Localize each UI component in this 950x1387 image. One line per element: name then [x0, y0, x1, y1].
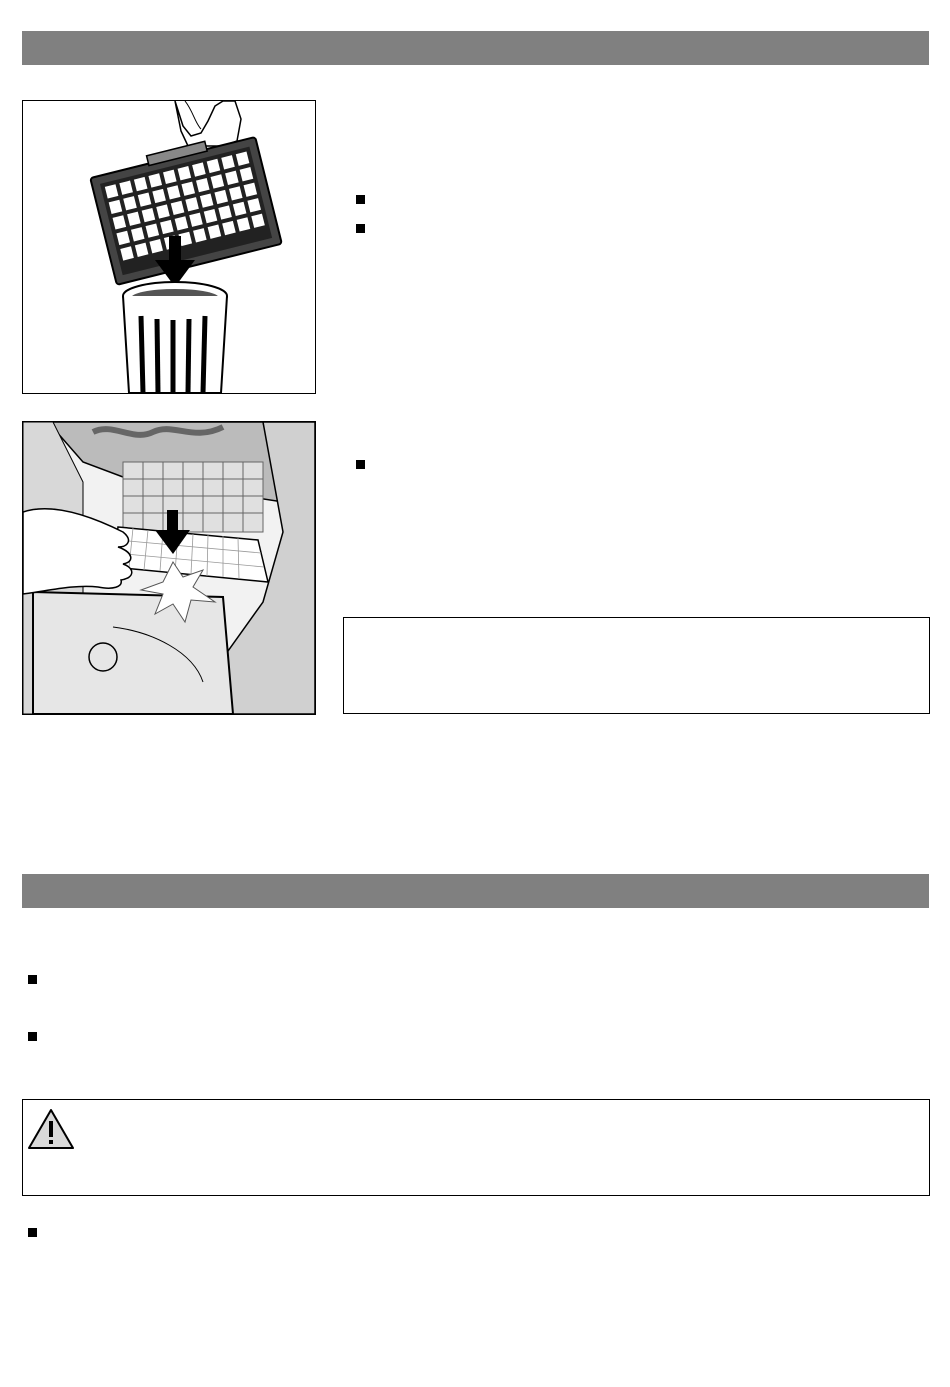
- section-header-bar-2: [22, 874, 929, 908]
- warning-triangle-icon: [27, 1108, 75, 1150]
- note-box: [343, 617, 930, 714]
- bullet-marker: [356, 195, 365, 204]
- bullet-marker: [356, 460, 365, 469]
- illustration-filter-insertion: [22, 421, 316, 715]
- bullet-marker: [28, 975, 37, 984]
- section-heading-1: [22, 39, 34, 56]
- bullet-marker: [28, 1032, 37, 1041]
- bullet-marker: [28, 1228, 37, 1237]
- note-box-text: [344, 618, 929, 638]
- section-heading-2: [22, 882, 34, 899]
- warning-box: [22, 1099, 930, 1196]
- illustration-filter-disposal: [22, 100, 316, 394]
- section-header-bar-1: [22, 31, 929, 65]
- bullet-marker: [356, 224, 365, 233]
